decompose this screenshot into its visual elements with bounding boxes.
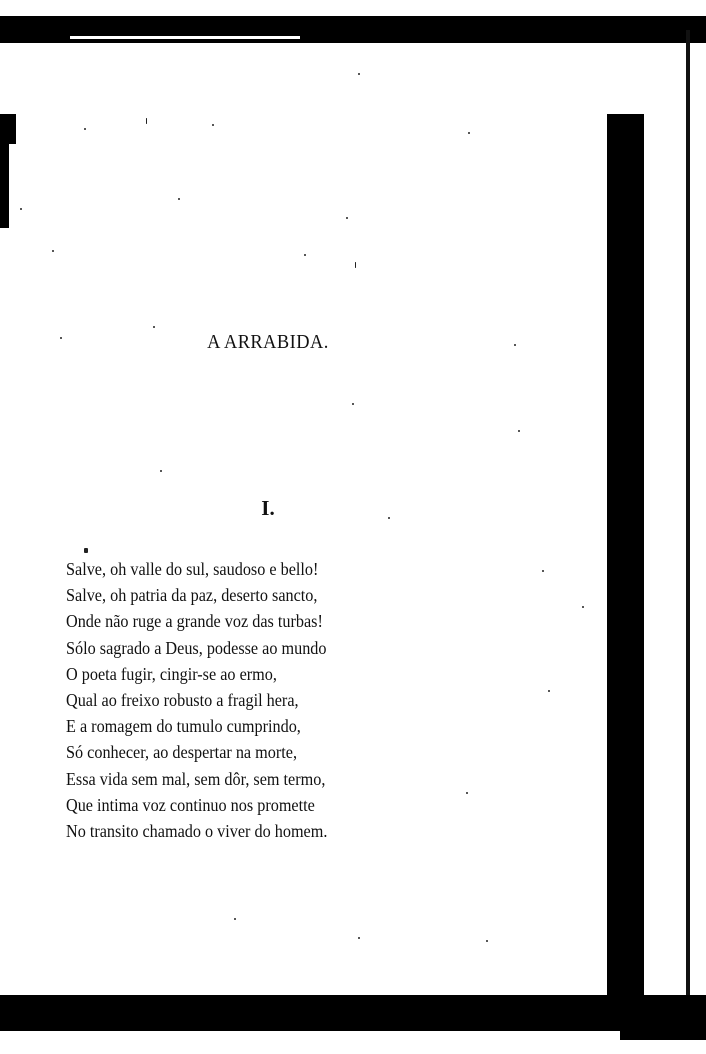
poem-line: Salve, oh patria da paz, deserto sancto, bbox=[66, 585, 318, 606]
scan-border-bottom-tail bbox=[620, 1028, 706, 1040]
section-numeral: I. bbox=[261, 496, 275, 520]
poem-line: Salve, oh valle do sul, saudoso e bello! bbox=[66, 559, 319, 579]
scan-border-bottom bbox=[0, 995, 706, 1031]
scan-border-left-cap bbox=[0, 114, 16, 144]
poem-title: A ARRABIDA. bbox=[207, 331, 329, 353]
poem-line: Sólo sagrado a Deus, podesse ao mundo bbox=[66, 637, 327, 658]
scan-border-right-edge bbox=[686, 30, 690, 1000]
poem-stanza bbox=[66, 556, 327, 844]
poem-line: Que intima voz continuo nos promette bbox=[66, 794, 315, 815]
poem-line: Onde não ruge a grande voz das turbas! bbox=[66, 611, 323, 632]
poem-line: Só conhecer, ao despertar na morte, bbox=[66, 742, 298, 763]
poem-line: E a romagem do tumulo cumprindo, bbox=[66, 716, 301, 737]
poem-line: Qual ao freixo robusto a fragil hera, bbox=[66, 690, 299, 711]
poem-line: No transito chamado o viver do homem. bbox=[66, 821, 328, 842]
poem-line: O poeta fugir, cingir-se ao ermo, bbox=[66, 663, 277, 684]
scan-border-right bbox=[607, 114, 644, 998]
scan-border-top-highlight bbox=[70, 36, 300, 39]
poem-line: Essa vida sem mal, sem dôr, sem termo, bbox=[66, 768, 326, 789]
